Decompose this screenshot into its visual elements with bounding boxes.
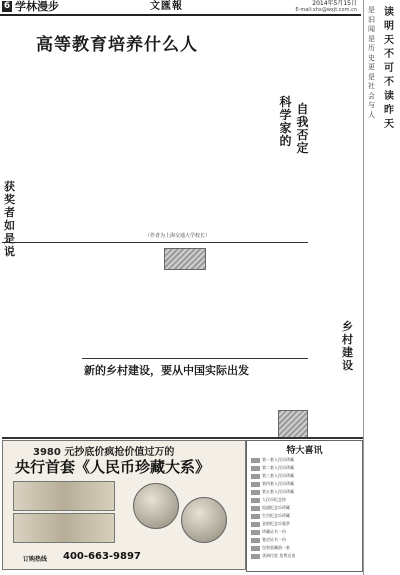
rural-article-title: 新的乡村建设，要从中国实际出发	[84, 364, 249, 377]
scientist-article-col-right	[312, 96, 360, 266]
title-char: 乡	[342, 320, 353, 333]
list-item: 第四套人民币珍藏	[251, 481, 359, 487]
title-char: 学	[279, 108, 292, 122]
scientist-article-col-top	[312, 17, 360, 95]
title-char: 我	[296, 115, 309, 129]
ad-phone-number[interactable]: 400-663-9897	[63, 551, 141, 562]
list-item: 鉴定证书一份	[251, 537, 359, 543]
author-photo	[278, 410, 308, 438]
issue-date: 2014年5月15日	[312, 0, 357, 7]
list-item: 流通纪念币珍藏	[251, 505, 359, 511]
divider	[2, 437, 363, 439]
list-item: 第五套人民币珍藏	[251, 489, 359, 495]
coin-image	[181, 497, 227, 543]
adjacent-page-strip	[363, 0, 400, 575]
ad-line-1: 3980 元抄底价疯抢价值过万的	[33, 447, 175, 458]
award-article-col-0	[2, 262, 16, 436]
section-name: 学林漫步	[15, 0, 59, 13]
list-item: 第二套人民币珍藏	[251, 465, 359, 471]
award-article-col-4	[164, 270, 250, 356]
banknote-image	[13, 481, 115, 511]
title-char: 自	[296, 102, 309, 116]
photo	[164, 248, 206, 270]
list-item: 包装收藏册一套	[251, 545, 359, 551]
page-header	[0, 0, 361, 16]
coin-image	[133, 483, 179, 529]
title-char: 者	[4, 206, 15, 219]
title-char: 是	[4, 232, 15, 245]
list-item: 第一套人民币珍藏	[251, 457, 359, 463]
list-item: 生肖纪念币珍藏	[251, 513, 359, 519]
title-char: 科	[279, 95, 292, 109]
title-char: 否	[296, 128, 309, 142]
list-item: 人民币纪念钞	[251, 497, 359, 503]
award-article-title	[2, 180, 17, 258]
advertisement[interactable]	[2, 440, 246, 570]
title-char: 村	[342, 333, 353, 346]
scientist-article-col-left	[254, 160, 308, 270]
masthead: 文匯報	[150, 1, 183, 12]
title-char: 获	[4, 180, 15, 193]
special-offer-box	[246, 440, 363, 572]
title-char: 说	[4, 245, 15, 258]
divider	[82, 358, 308, 359]
adjacent-vertical-title: 读 明 天 不 可 不 读 昨 天	[384, 7, 394, 130]
main-article-title: 高等教育培养什么人	[36, 35, 198, 55]
adjacent-vertical-sub: 是 旧 闻 是 历 史 更 是 社 会 与 人	[368, 6, 375, 119]
main-article-col-3	[145, 55, 250, 240]
page-number: 6	[3, 1, 11, 11]
main-article-col-2	[36, 55, 141, 240]
title-char: 建	[342, 346, 353, 359]
rural-article-sidebar-title	[340, 320, 355, 372]
rural-article-col-2	[157, 378, 229, 436]
list-item: 珍藏证书一份	[251, 529, 359, 535]
special-offer-title: 特大喜讯	[286, 446, 323, 456]
rural-article-col-1	[82, 378, 154, 436]
banknote-image	[13, 513, 115, 543]
list-item: 金银纪念币鉴赏	[251, 521, 359, 527]
award-article-col-1	[18, 246, 78, 436]
list-item: 第三套人民币珍藏	[251, 473, 359, 479]
title-char: 设	[342, 359, 353, 372]
main-article-byline: （作者为上海交通大学校长）	[145, 233, 211, 239]
award-article-col-2	[82, 246, 160, 356]
title-char: 奖	[4, 193, 15, 206]
title-char: 家	[279, 121, 292, 135]
title-char: 定	[296, 141, 309, 155]
ad-phone-label: 订购热线	[23, 556, 48, 563]
scientist-article-title-2	[295, 103, 310, 155]
contact-email: E-mail:xhx@wxjt.com.cn	[295, 7, 357, 13]
title-char: 的	[279, 134, 292, 148]
title-char: 如	[4, 219, 15, 232]
list-item: 货到付款 免费送货	[251, 553, 359, 559]
scientist-article-title	[278, 96, 293, 148]
ad-line-2: 央行首套《人民币珍藏大系》	[15, 458, 211, 476]
